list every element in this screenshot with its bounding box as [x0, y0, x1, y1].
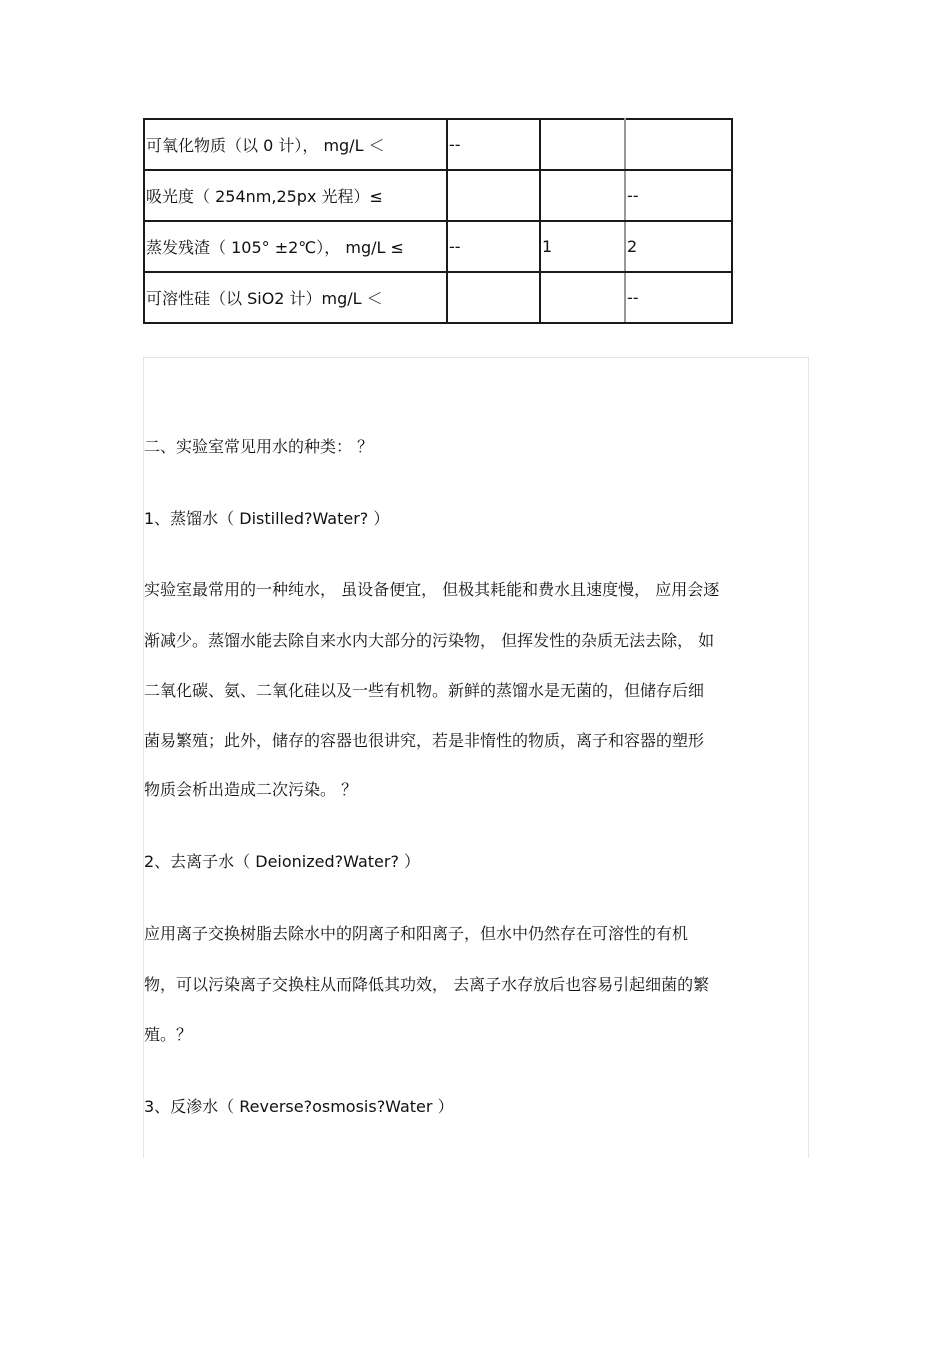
table-cell-label: 蒸发残渣（ 105° ±2℃）， mg/L ≤: [144, 221, 447, 272]
table-row: [144, 119, 732, 170]
table-cell: [625, 119, 732, 170]
paragraph-line: 实验室最常用的一种纯水， 虽设备便宜， 但极其耗能和费水且速度慢， 应用会逐: [144, 580, 720, 599]
paragraph-line: 菌易繁殖；此外，储存的容器也很讲究，若是非惰性的物质，离子和容器的塑形: [144, 731, 705, 750]
water-spec-table: [143, 118, 733, 324]
paragraph-line: 渐减少。蒸馏水能去除自来水内大部分的污染物， 但挥发性的杂质无法去除， 如: [144, 631, 715, 650]
table-cell: 1: [540, 221, 625, 272]
table-cell: [540, 119, 625, 170]
table-cell: 2: [625, 221, 732, 272]
table-cell: --: [625, 272, 732, 323]
section-heading: 二、实验室常见用水的种类： ？: [144, 437, 374, 456]
paragraph-line: 物，可以污染离子交换柱从而降低其功效， 去离子水存放后也容易引起细菌的繁: [144, 975, 710, 994]
table-cell-label: 可溶性硅（以 SiO2 计）mg/L ＜: [144, 272, 447, 323]
text-frame: [143, 357, 809, 1158]
table-cell: [447, 170, 540, 221]
table-row: [144, 170, 732, 221]
table-row: [144, 272, 732, 323]
table-cell: [540, 170, 625, 221]
paragraph-line: 应用离子交换树脂去除水中的阴离子和阳离子，但水中仍然存在可溶性的有机: [144, 924, 689, 943]
table-cell-label: 可氧化物质（以 0 计）， mg/L ＜: [144, 119, 447, 170]
table-cell-label: 吸光度（ 254nm,25px 光程）≤: [144, 170, 447, 221]
paragraph-line: 殖。？: [144, 1025, 193, 1044]
paragraph-line: 二氧化碳、氨、二氧化硅以及一些有机物。新鲜的蒸馏水是无菌的，但储存后细: [144, 681, 705, 700]
table-cell: --: [447, 221, 540, 272]
table-cell: [447, 272, 540, 323]
item3-heading: 3、反渗水（ Reverse?osmosis?Water ）: [144, 1097, 454, 1116]
table-row: [144, 221, 732, 272]
item1-heading: 1、蒸馏水（ Distilled?Water? ）: [144, 509, 390, 528]
table-cell: [540, 272, 625, 323]
table-cell: --: [625, 170, 732, 221]
table-cell: --: [447, 119, 540, 170]
item2-heading: 2、去离子水（ Deionized?Water? ）: [144, 852, 421, 871]
paragraph-line: 物质会析出造成二次污染。 ？: [144, 780, 358, 799]
